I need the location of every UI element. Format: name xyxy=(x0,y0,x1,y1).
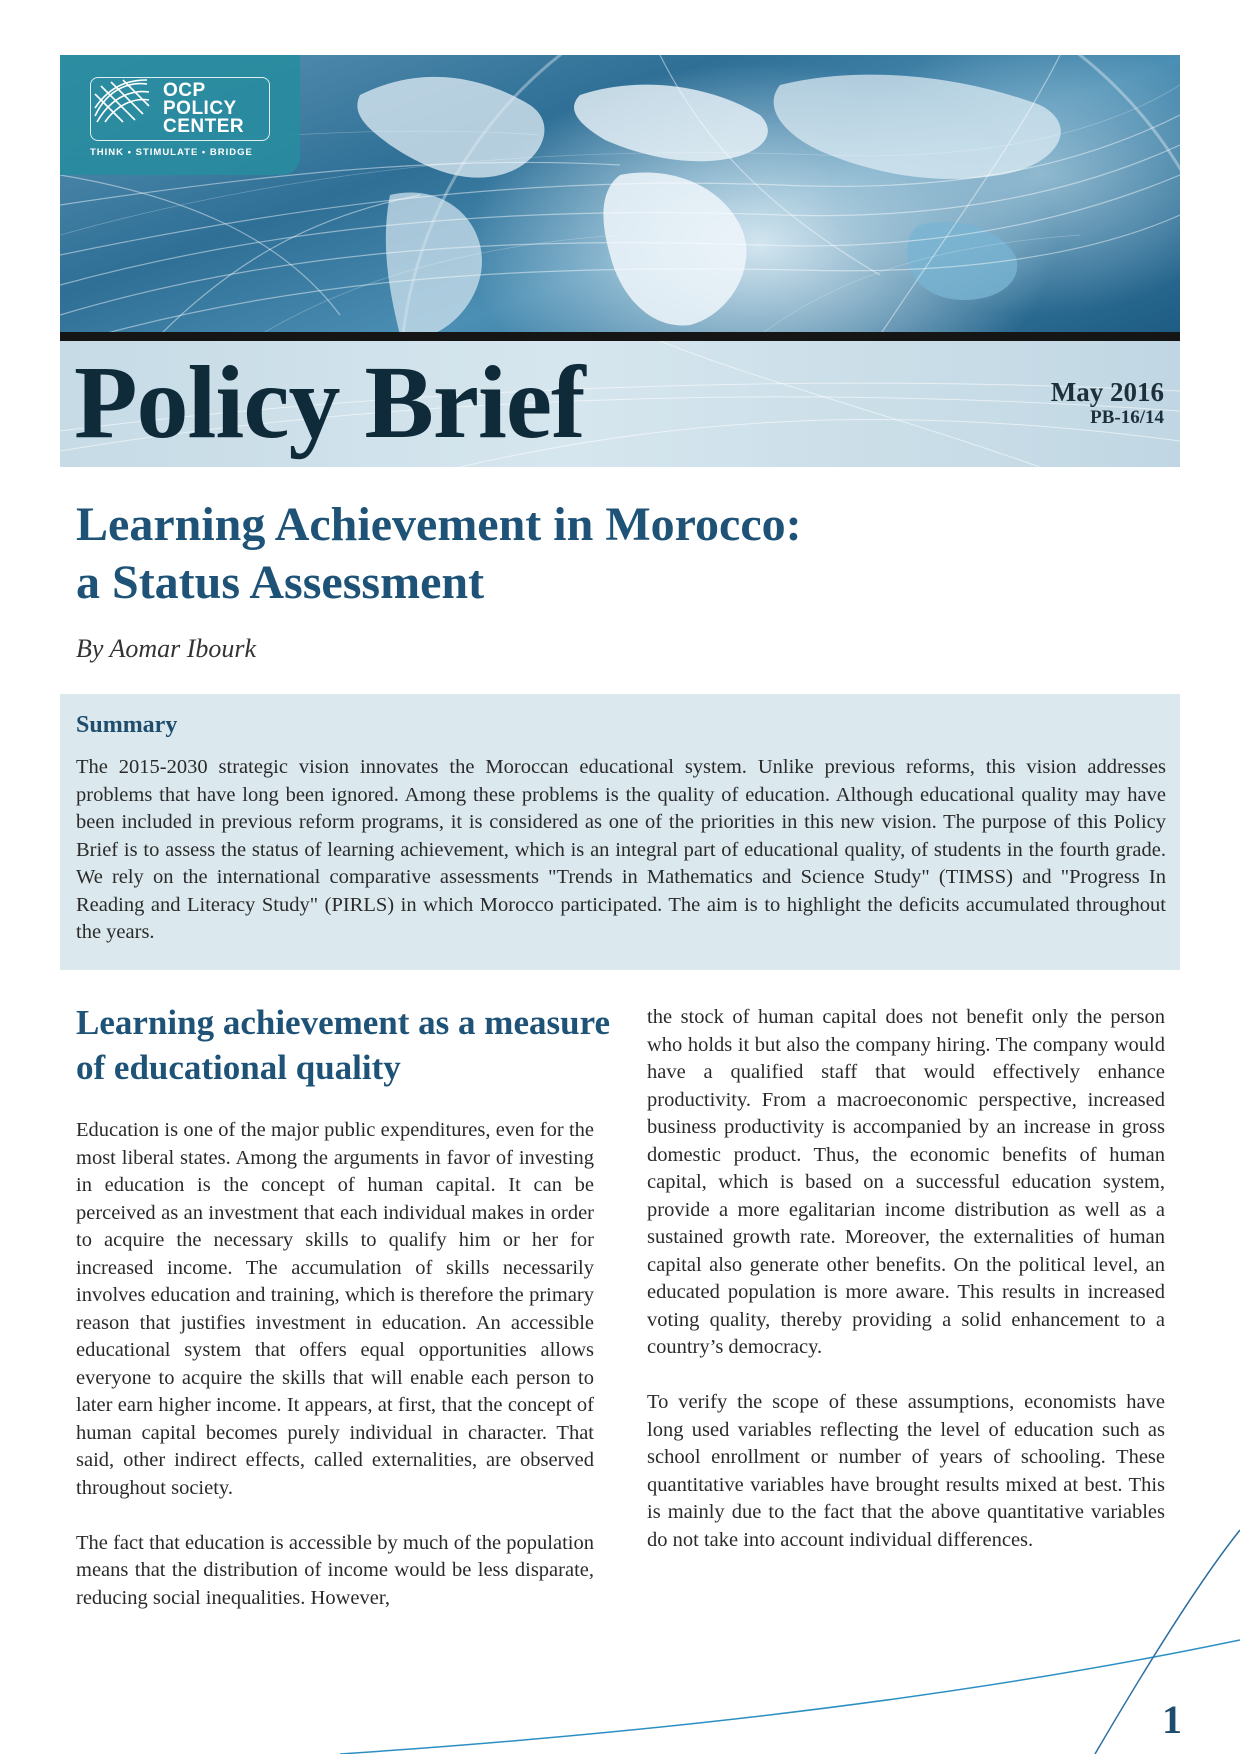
left-column xyxy=(76,1117,594,1640)
banner-divider xyxy=(60,332,1180,341)
section-heading: Learning achievement as a measure of educational quality xyxy=(76,1003,611,1087)
logo-wordmark xyxy=(163,82,244,136)
page-number: 1 xyxy=(1162,1697,1182,1742)
article-title xyxy=(76,496,1076,612)
summary-box xyxy=(60,694,1180,970)
author-byline: By Aomar Ibourk xyxy=(76,634,257,663)
paragraph: the stock of human capital does not benefit only the person who holds it but also the company hiring. The company would have a qualified staff that would effectively enhance productivity. From a macroeconomic perspective, increased business productivity is accompanied by an increase in gross domestic product. Thus, the economic benefits of human capital, which is based on a successful education system, provide a more egalitarian income distribution as well as a sustained growth rate. Moreover, the externalities of human capital also generate other benefits. On the political level, an educated population is more aware. This results in increased voting quality, thereby providing a solid enhancement to a country’s democracy. xyxy=(647,1006,1165,1358)
paragraph: To verify the scope of these assumptions, economists have long used variables reflecting the level of education such as school enrollment or number of years of schooling. These quantitative variables have brought results mixed at best. This is mainly due to the fact that the above quantitative variables do not take into account individual differences. xyxy=(647,1391,1165,1551)
article-title-line-1: Learning Achievement in Morocco: xyxy=(76,498,802,551)
logo-line-3: CENTER xyxy=(163,116,245,137)
globe-grid-icon xyxy=(91,78,151,124)
article-title-line-2: a Status Assessment xyxy=(76,556,485,609)
summary-heading: Summary xyxy=(76,712,178,738)
issue-date: May 2016 xyxy=(1050,377,1164,407)
issue-info xyxy=(1051,377,1164,429)
ocp-logo xyxy=(60,55,300,175)
logo-frame xyxy=(90,77,270,141)
series-title-band xyxy=(60,341,1180,467)
summary-text: The 2015-2030 strategic vision innovates the Moroccan educational system. Unlike previous reforms, this vision addresses problems that have long been ignored. Among these problems is the quality of education. Although educational quality may have been included in previous reform programs, it is considered as one of the priorities in this new vision. The purpose of this Policy Brief is to assess the status of learning achievement, which is an integral part of educational quality, of students in the fourth grade. We rely on the international comparative assessments "Trends in Mathematics and Science Study" (TIMSS) and "Progress In Reading and Literacy Study" (PIRLS) in which Morocco participated. The aim is to highlight the deficits accumulated throughout the years. xyxy=(76,756,1166,943)
series-title: Policy Brief xyxy=(74,345,585,460)
logo-line-2: POLICY xyxy=(163,98,237,119)
logo-line-1: OCP xyxy=(163,80,206,101)
paragraph: The fact that education is accessible by much of the population means that the distribution of income would be less disparate, reducing social inequalities. However, xyxy=(76,1531,594,1609)
issue-number: PB-16/14 xyxy=(1090,407,1164,428)
logo-tagline: THINK • STIMULATE • BRIDGE xyxy=(90,147,253,158)
header-banner-image xyxy=(60,55,1180,335)
right-column xyxy=(647,1004,1165,1582)
paragraph: Education is one of the major public expenditures, even for the most liberal states. Among the arguments in favor of investing in education is the concept of human capital. It can be perceived as an investment that each individual makes in order to acquire the necessary skills to qualify him or her for increased income. The accumulation of skills necessarily involves education and training, which is therefore the primary reason that justifies investment in education. An accessible educational system that offers equal opportunities allows everyone to acquire the skills that will enable each person to later earn higher income. It appears, at first, that the concept of human capital becomes purely individual in character. That said, other indirect effects, called externalities, are observed throughout society. xyxy=(76,1119,594,1499)
